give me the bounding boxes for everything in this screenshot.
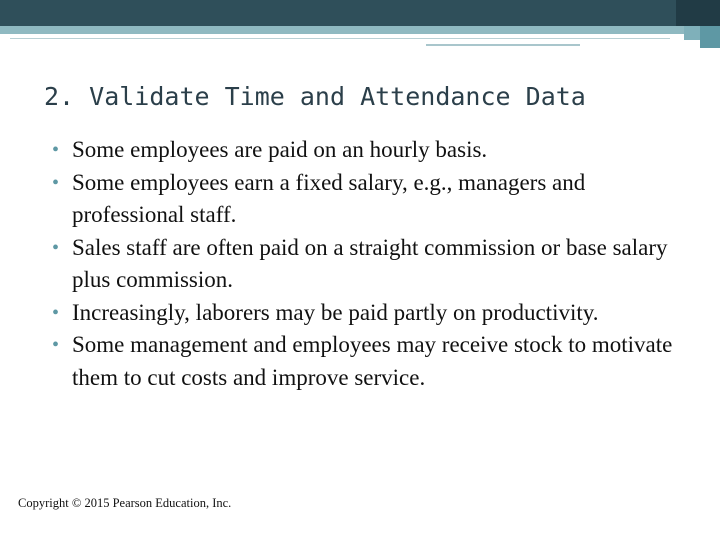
bullet-text: Increasingly, laborers may be paid partly on productivity.	[72, 299, 599, 325]
header-stripe-accent	[684, 26, 700, 40]
bullet-text: Some management and employees may receive stock to motivate them to cut costs and improve service.	[72, 332, 673, 390]
bullet-text: Some employees are paid on an hourly basis.	[72, 137, 488, 162]
copyright-notice: Copyright © 2015 Pearson Education, Inc.	[18, 496, 232, 510]
bullet-text: Sales staff are often paid on a straight commission or base salary plus commission.	[72, 234, 668, 292]
bullet-icon: •	[52, 236, 60, 259]
bullet-icon: •	[52, 139, 60, 161]
bullet-item	[52, 329, 700, 394]
bullet-item	[52, 297, 700, 330]
header-rule	[10, 38, 670, 39]
bullet-item	[52, 167, 700, 232]
bullet-item	[52, 134, 700, 167]
header-bar	[0, 0, 720, 26]
bullet-icon: •	[52, 334, 60, 356]
bullet-icon: •	[52, 301, 60, 324]
slide-title: 2. Validate Time and Attendance Data	[44, 82, 586, 111]
bullet-item	[52, 232, 700, 297]
bullet-list	[52, 134, 700, 394]
bullet-icon: •	[52, 171, 60, 194]
header-stripe	[0, 26, 720, 34]
header-stripe-corner	[700, 26, 720, 48]
header-rule-accent	[426, 44, 580, 46]
bullet-text: Some employees earn a fixed salary, e.g., managers and professional staff.	[72, 169, 586, 227]
